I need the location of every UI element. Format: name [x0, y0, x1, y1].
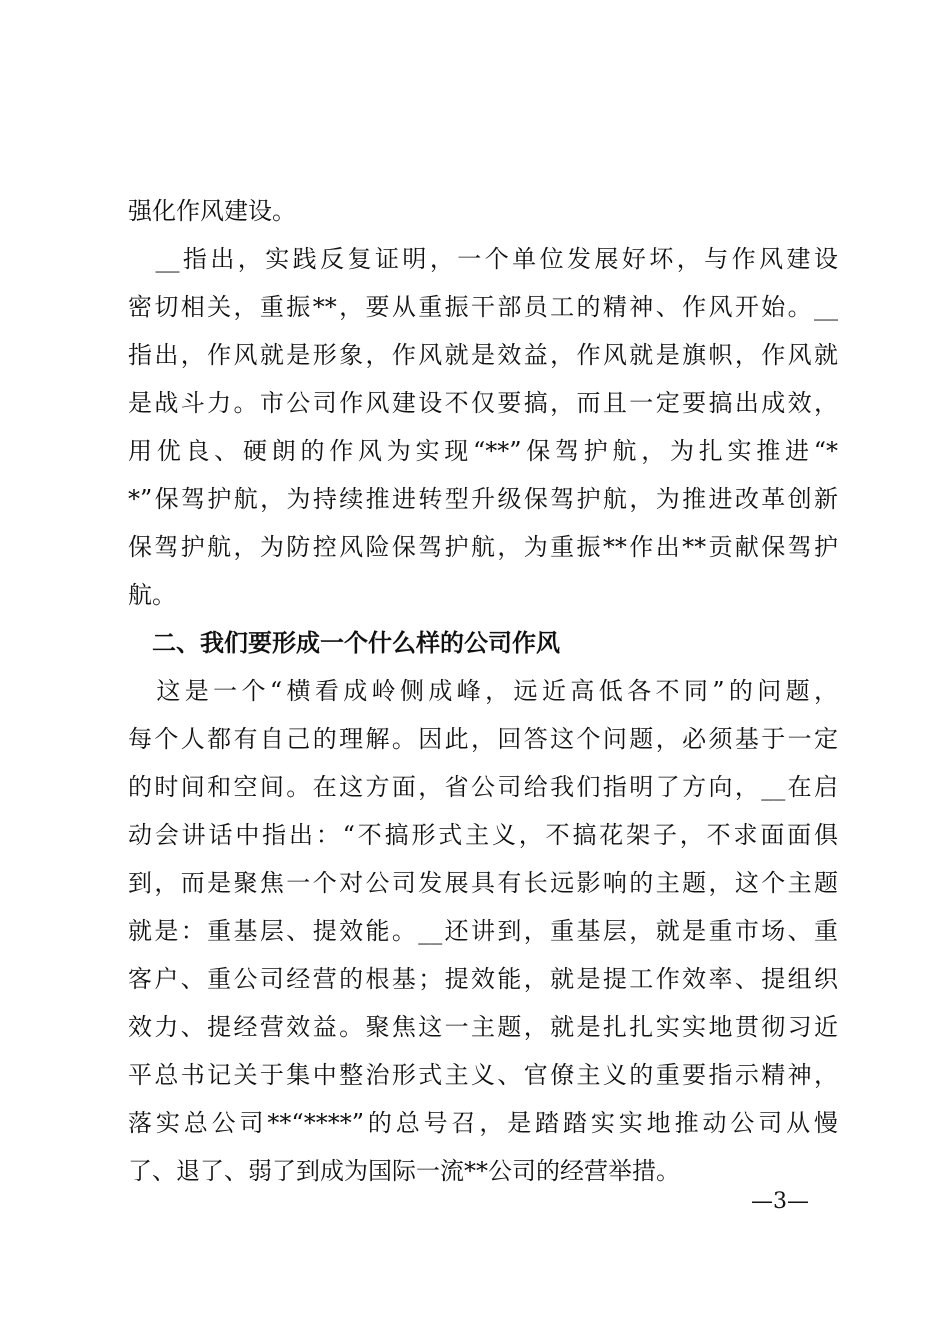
paragraph-line: 客户、重公司经营的根基；提效能，就是提工作效率、提组织 [128, 965, 838, 993]
paragraph-line: 用优良、硬朗的作风为实现“**”保驾护航，为扎实推进“* [128, 437, 838, 465]
paragraph-line: __指出，实践反复证明，一个单位发展好坏，与作风建设 [128, 245, 838, 273]
paragraph-line: 保驾护航，为防控风险保驾护航，为重振**作出**贡献保驾护 [128, 533, 838, 561]
paragraph-line: 的时间和空间。在这方面，省公司给我们指明了方向，__在启 [128, 773, 838, 801]
paragraph-line: *”保驾护航，为持续推进转型升级保驾护航，为推进改革创新 [128, 485, 838, 513]
section-heading: 二、我们要形成一个什么样的公司作风 [128, 629, 560, 657]
paragraph-line: 强化作风建设。 [128, 197, 296, 225]
paragraph-line: 指出，作风就是形象，作风就是效益，作风就是旗帜，作风就 [128, 341, 838, 369]
paragraph-line: 了、退了、弱了到成为国际一流**公司的经营举措。 [128, 1157, 680, 1185]
page-number: —3— [751, 1189, 809, 1214]
paragraph-line: 这是一个“横看成岭侧成峰，远近高低各不同”的问题， [128, 677, 838, 705]
paragraph-line: 落实总公司**“****”的总号召，是踏踏实实地推动公司从慢 [128, 1109, 838, 1137]
paragraph-line: 是战斗力。市公司作风建设不仅要搞，而且一定要搞出成效， [128, 389, 838, 417]
paragraph-line: 动会讲话中指出：“不搞形式主义，不搞花架子，不求面面俱 [128, 821, 838, 849]
paragraph-line: 效力、提经营效益。聚焦这一主题，就是扎扎实实地贯彻习近 [128, 1013, 838, 1041]
paragraph-line: 每个人都有自己的理解。因此，回答这个问题，必须基于一定 [128, 725, 838, 753]
paragraph-line: 平总书记关于集中整治形式主义、官僚主义的重要指示精神， [128, 1061, 838, 1089]
paragraph-line: 就是：重基层、提效能。__还讲到，重基层，就是重市场、重 [128, 917, 838, 945]
paragraph-line: 到，而是聚焦一个对公司发展具有长远影响的主题，这个主题 [128, 869, 838, 897]
paragraph-line: 密切相关，重振**，要从重振干部员工的精神、作风开始。__ [128, 293, 838, 321]
paragraph-line: 航。 [128, 581, 176, 609]
